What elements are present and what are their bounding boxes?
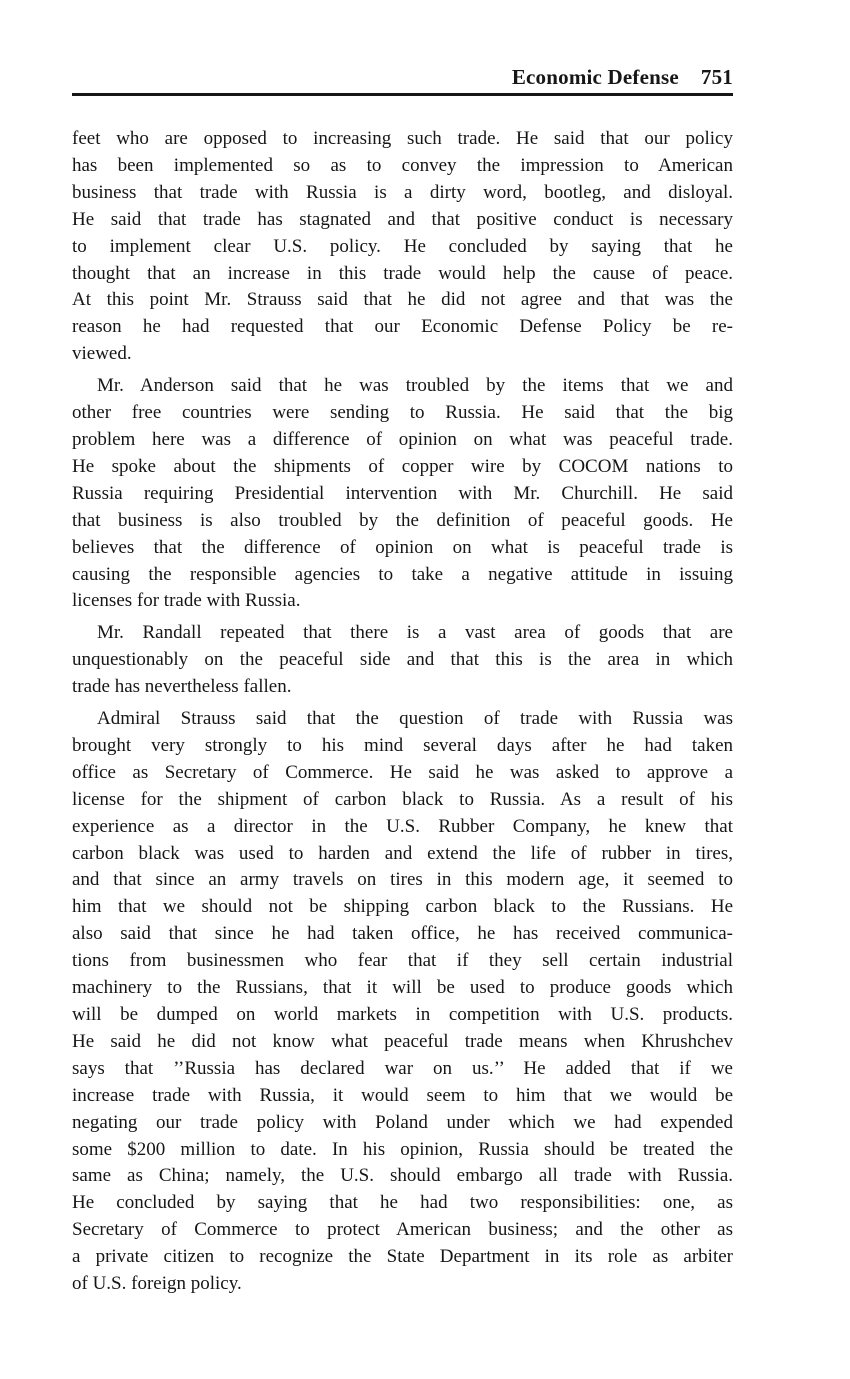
text-line: Admiral Strauss said that the question of trade with Russia was xyxy=(97,708,733,730)
text-line: office as Secretary of Commerce. He said he was asked to approve a xyxy=(72,761,733,783)
text-line: machinery to the Russians, that it will be used to produce goods which xyxy=(72,977,733,999)
page-body xyxy=(72,126,733,1298)
text-line: licenses for trade with Russia. xyxy=(72,590,301,612)
paragraph xyxy=(72,620,733,701)
text-line: to implement clear U.S. policy. He concluded by saying that he xyxy=(72,235,733,257)
text-line: He spoke about the shipments of copper wire by COCOM nations to xyxy=(72,455,733,477)
text-line: other free countries were sending to Russia. He said that the big xyxy=(72,402,733,424)
text-line: unquestionably on the peaceful side and that this is the area in which xyxy=(72,649,733,671)
text-line: tions from businessmen who fear that if they sell certain industrial xyxy=(72,950,733,972)
text-line: brought very strongly to his mind several days after he had taken xyxy=(72,734,733,756)
text-line: causing the responsible agencies to take a negative attitude in issuing xyxy=(72,563,733,585)
text-line: license for the shipment of carbon black to Russia. As a result of his xyxy=(72,788,733,810)
text-line: business that trade with Russia is a dirty word, bootleg, and disloyal. xyxy=(72,181,733,203)
text-line: says that ’’Russia has declared war on us.’’ He added that if we xyxy=(72,1057,733,1079)
running-header-row xyxy=(72,64,733,90)
page-number: 751 xyxy=(700,65,733,89)
text-line: thought that an increase in this trade would help the cause of peace. xyxy=(72,262,733,284)
text-line: believes that the difference of opinion on what is peaceful trade is xyxy=(72,536,733,558)
header-rule xyxy=(72,93,733,96)
text-line: trade has nevertheless fallen. xyxy=(72,676,292,698)
paragraph xyxy=(72,706,733,1298)
text-line: He concluded by saying that he had two responsibilities: one, as xyxy=(72,1192,733,1214)
paragraph xyxy=(72,373,733,615)
text-line: Mr. Randall repeated that there is a vast area of goods that are xyxy=(97,622,733,644)
running-header xyxy=(72,64,733,96)
text-line: also said that since he had taken office, he has received communica- xyxy=(72,923,733,945)
text-line: some $200 million to date. In his opinion, Russia should be treated the xyxy=(72,1138,733,1160)
text-line: same as China; namely, the U.S. should embargo all trade with Russia. xyxy=(72,1165,733,1187)
text-line: has been implemented so as to convey the impression to American xyxy=(72,154,733,176)
text-line: viewed. xyxy=(72,343,132,365)
text-line: experience as a director in the U.S. Rubber Company, he knew that xyxy=(72,815,733,837)
text-line: Russia requiring Presidential intervention with Mr. Churchill. He said xyxy=(72,482,733,504)
text-line: increase trade with Russia, it would seem to him that we would be xyxy=(72,1084,733,1106)
text-line: carbon black was used to harden and extend the life of rubber in tires, xyxy=(72,842,733,864)
text-line: negating our trade policy with Poland under which we had expended xyxy=(72,1111,733,1133)
text-line: that business is also troubled by the definition of peaceful goods. He xyxy=(72,509,733,531)
text-line: Mr. Anderson said that he was troubled by the items that we and xyxy=(97,375,733,397)
text-line: problem here was a difference of opinion on what was peaceful trade. xyxy=(72,428,733,450)
text-line: At this point Mr. Strauss said that he did not agree and that was the xyxy=(72,289,733,311)
text-line: him that we should not be shipping carbon black to the Russians. He xyxy=(72,896,733,918)
text-line: He said he did not know what peaceful trade means when Khrushchev xyxy=(72,1030,733,1052)
running-header-title: Economic Defense xyxy=(511,65,679,89)
paragraph xyxy=(72,126,733,368)
text-line: will be dumped on world markets in competition with U.S. products. xyxy=(72,1004,733,1025)
text-line: of U.S. foreign policy. xyxy=(72,1273,242,1295)
text-line: feet who are opposed to increasing such trade. He said that our policy xyxy=(72,128,733,149)
text-line: He said that trade has stagnated and that positive conduct is necessary xyxy=(72,208,733,230)
text-line: and that since an army travels on tires in this modern age, it seemed to xyxy=(72,869,733,891)
text-line: Secretary of Commerce to protect American business; and the other as xyxy=(72,1219,733,1241)
text-line: reason he had requested that our Economic Defense Policy be re- xyxy=(72,316,733,338)
text-line: a private citizen to recognize the State Department in its role as arbiter xyxy=(72,1246,733,1268)
